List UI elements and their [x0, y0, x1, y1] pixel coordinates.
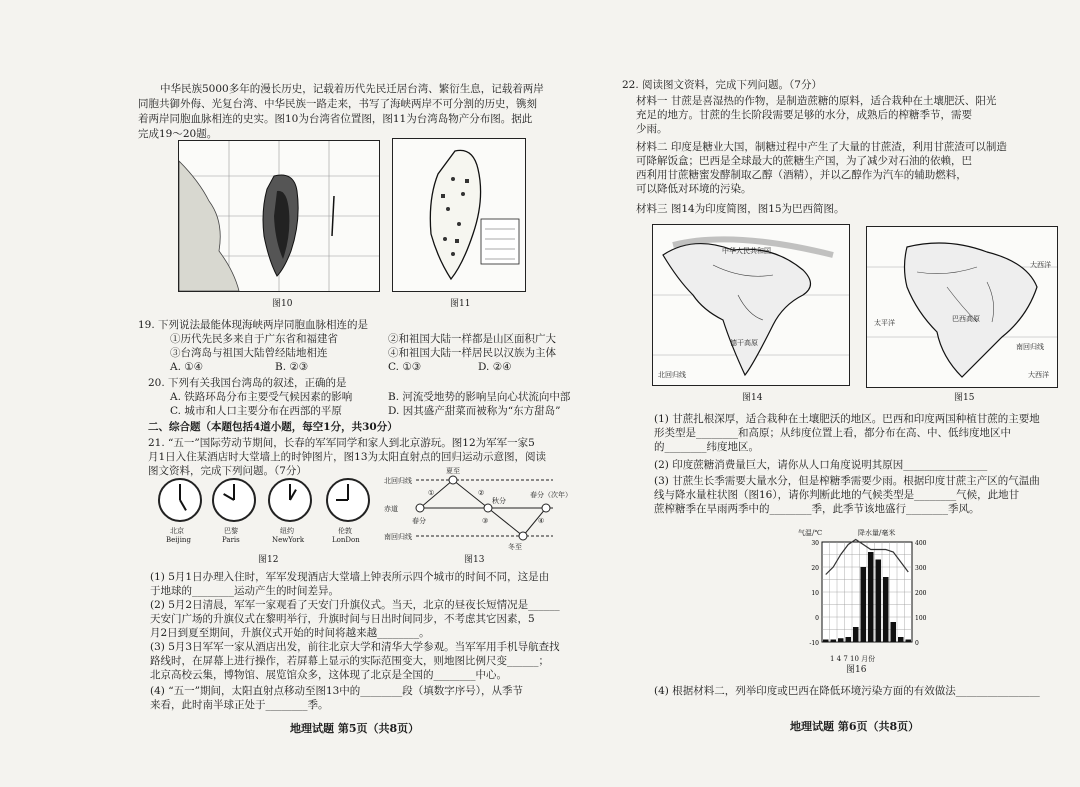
india-label-china: 中华人民共和国 [722, 247, 771, 255]
q21-answer-10: 来看，此时南半球正处于________季。 [150, 699, 329, 711]
q22-answer-3: 的________纬度地区。 [654, 441, 759, 453]
fig13-caption: 图13 [464, 555, 485, 565]
material2-line-1: 材料二 印度是糖业大国，制糖过程中产生了大量的甘蔗渣，利用甘蔗渣可以制造 [636, 141, 1007, 153]
q19-s1: ①历代先民多来自于广东省和福建省 [170, 333, 338, 345]
material1-line-3: 少雨。 [636, 123, 668, 135]
y-right-tick: 400 [915, 540, 927, 547]
precip-bar [876, 560, 882, 643]
taiwan-products-map-svg [393, 139, 525, 291]
section-heading: 二、综合题（本题包括4道小题，每空1分，共30分） [148, 421, 398, 433]
precip-bar [883, 577, 889, 642]
y-right-tick: 200 [915, 590, 927, 597]
right-footer: 地理试题 第6页（共8页） [790, 720, 920, 733]
fig12-caption: 图12 [258, 555, 279, 565]
clock-london [326, 478, 370, 522]
intro-line-3: 着两岸同胞血脉相连的史实。图10为台湾省位置图，图11为台湾岛物产分布图。据此 [138, 113, 533, 125]
chart-right-title: 降水量/毫米 [858, 529, 896, 537]
q20-option-a: A. 铁路环岛分布主要受气候因素的影响 [170, 391, 353, 403]
q21-answer-3: (2) 5月2日清晨，军军一家观看了天安门升旗仪式。当天，北京的昼夜长短情况是______ [150, 599, 560, 611]
q21-answer-9: (4) “五一”期间，太阳直射点移动至图13中的________段（填数字序号），从季节 [150, 685, 524, 697]
y-left-tick: 20 [811, 565, 819, 572]
material1-line-1: 材料一 甘蔗是喜湿热的作物，是制造蔗糖的原料，适合栽种在土壤肥沃、阳光 [636, 95, 997, 107]
q19-option-c: C. ①③ [388, 361, 422, 373]
precip-bar [838, 638, 844, 642]
india-label-tropic: 北回归线 [658, 371, 686, 379]
q21-line-2: 月1日入住某酒店时大堂墙上的时钟图片，图13为太阳直射点的回归运动示意图，阅读 [148, 451, 547, 463]
diagram-next-spring: 春分（次年） [530, 491, 572, 499]
clock-paris [212, 478, 256, 522]
clock-beijing [158, 478, 202, 522]
y-right-tick: 300 [915, 565, 927, 572]
q19-s4: ④和祖国大陆一样居民以汉族为主体 [388, 347, 556, 359]
diagram-n4: ④ [538, 517, 545, 525]
clock-label-newyork: 纽约 [280, 527, 294, 535]
q22-answer-1: (1) 甘蔗扎根深厚，适合栽种在土壤肥沃的地区。巴西和印度两国种植甘蔗的主要地 [654, 413, 1040, 425]
material2-line-4: 可以降低对环境的污染。 [636, 183, 752, 195]
q22-stem: 22. 阅读图文资料，完成下列问题。（7分） [622, 79, 822, 91]
clock-label-beijing-en: Beijing [166, 536, 191, 544]
clock-label-paris-en: Paris [222, 536, 240, 544]
precip-bar [846, 637, 852, 642]
q20-option-d: D. 因其盛产甜菜而被称为“东方甜岛” [388, 405, 561, 417]
q19-option-d: D. ②④ [478, 361, 512, 373]
left-footer: 地理试题 第5页（共8页） [290, 722, 420, 735]
right-page [540, 0, 1080, 787]
taiwan-location-map [178, 140, 380, 292]
q21-line-1: 21. “五一”国际劳动节期间，长春的军军同学和家人到北京游玩。图12为军军一家5 [148, 437, 535, 449]
brazil-label-pacific: 太平洋 [874, 319, 895, 327]
material2-line-3: 西利用甘蔗糖蜜发酵制取乙醇（酒精），并以乙醇作为汽车的辅助燃料， [636, 169, 967, 181]
q21-line-3: 图文资料，完成下列问题。（7分） [148, 465, 307, 477]
y-left-tick: 0 [815, 615, 819, 622]
q20-option-b: B. 河流受地势的影响呈向心状流向中部 [388, 391, 571, 403]
intro-line-4: 完成19～20题。 [138, 128, 218, 140]
brazil-map [866, 226, 1058, 388]
diagram-summer: 夏至 [446, 467, 460, 475]
precip-bar [831, 640, 837, 643]
fig11-caption: 图11 [450, 299, 471, 309]
material3-line: 材料三 图14为印度简图，图15为巴西简图。 [636, 203, 845, 215]
q21-answer-5: 月2日到夏至期间，升旗仪式开始的时间将越来越________。 [150, 627, 430, 639]
clock-label-london: 伦敦 [338, 527, 352, 535]
diagram-spring: 春分 [412, 517, 426, 525]
taiwan-location-map-svg [179, 141, 379, 291]
precip-bar [868, 552, 874, 642]
precip-bar [906, 640, 912, 643]
intro-line-2: 同胞共御外侮、光复台湾、中华民族一路走来，书写了海峡两岸不可分割的历史，镌刻 [138, 98, 537, 110]
material1-line-2: 充足的地方。甘蔗的生长阶段需要足够的水分，成熟后的榨糖季节，需要 [636, 109, 972, 121]
fig15-caption: 图15 [954, 393, 975, 403]
q21-answer-4: 天安门广场的升旗仪式在黎明举行，升旗时间与日出时间同步，不考虑其它因素，5 [150, 613, 535, 625]
clock-label-london-en: LonDon [332, 536, 360, 544]
q19-s3: ③台湾岛与祖国大陆曾经陆地相连 [170, 347, 328, 359]
q19-option-b: B. ②③ [275, 361, 309, 373]
precip-bar [861, 567, 867, 642]
q22-answer-6: 线与降水量柱状图（图16），请你判断此地的气候类型是________气候，此地甘 [654, 489, 1020, 501]
y-right-tick: 0 [915, 640, 919, 647]
precip-bar [891, 622, 897, 642]
q22-answer-7: 蔗榨糖季在旱雨两季中的________季，此季节该地盛行________季风。 [654, 503, 980, 515]
chart-left-title: 气温/℃ [798, 529, 823, 537]
india-label-deccan: 德干高原 [730, 339, 758, 347]
q19-option-a: A. ①④ [170, 361, 204, 373]
diagram-n2: ② [478, 489, 485, 497]
fig14-caption: 图14 [742, 393, 763, 403]
diagram-winter: 冬至 [508, 543, 522, 551]
brazil-label-east: 大西洋 [1028, 371, 1049, 379]
brazil-label-tropic: 南回归线 [1016, 343, 1044, 351]
taiwan-products-map [392, 138, 526, 292]
q21-answer-7: 路线时，在屏幕上进行操作，若屏幕上显示的实际范围变大，则地图比例尺变______； [150, 655, 549, 667]
precip-bar [853, 627, 859, 642]
clock-label-beijing: 北京 [170, 527, 184, 535]
q22-answer-4: (2) 印度蔗糖消费量巨大，请你从人口角度说明其原因________________ [654, 459, 988, 471]
diagram-autumn: 秋分 [492, 497, 506, 505]
q22-answer-8: (4) 根据材料二，列举印度或巴西在降低环境污染方面的有效做法________________ [654, 685, 1040, 697]
q21-answer-2: 于地球的________运动产生的时间差异。 [150, 585, 339, 597]
diagram-n1: ① [428, 489, 435, 497]
diagram-north-tropic: 北回归线 [384, 477, 412, 485]
clock-label-paris: 巴黎 [224, 527, 238, 535]
diagram-n3: ③ [482, 517, 489, 525]
brazil-label-highland: 巴西高原 [952, 315, 980, 323]
q21-answer-1: (1) 5月1日办理入住时，军军发现酒店大堂墙上钟表所示四个城市的时间不同，这是由 [150, 571, 550, 583]
y-left-tick: 30 [811, 540, 819, 547]
clock-label-newyork-en: NewYork [272, 536, 305, 544]
fig10-caption: 图10 [272, 299, 293, 309]
diagram-equator: 赤道 [384, 505, 398, 513]
y-left-tick: 10 [811, 590, 819, 597]
intro-line-1: 中华民族5000多年的漫长历史，记载着历代先民迁居台湾、繁衍生息，记载着两岸 [160, 83, 544, 95]
q19-stem: 19. 下列说法最能体现海峡两岸同胞血脉相连的是 [138, 319, 369, 331]
q21-answer-6: (3) 5月3日军军一家从酒店出发，前往北京大学和清华大学参观。当军军用手机导航查找 [150, 641, 560, 653]
precip-bar [898, 637, 904, 642]
q22-answer-5: (3) 甘蔗生长季需要大量水分，但是榨糖季需要少雨。根据印度甘蔗主产区的气温曲 [654, 475, 1040, 487]
q19-s2: ②和祖国大陆一样都是山区面积广大 [388, 333, 556, 345]
q21-answer-8: 北京高校云集，博物馆、展览馆众多，这体现了北京是全国的________中心。 [150, 669, 507, 681]
q20-stem: 20. 下列有关我国台湾岛的叙述，正确的是 [148, 377, 347, 389]
q22-answer-2: 形类型是________和高原；从纬度位置上看，都分布在高、中、低纬度地区中 [654, 427, 1011, 439]
material2-line-2: 可降解饭盒；巴西是全球最大的蔗糖生产国，为了减少对石油的依赖，巴 [636, 155, 972, 167]
clock-newyork [268, 478, 312, 522]
diagram-south-tropic: 南回归线 [384, 533, 412, 541]
brazil-label-atlantic: 大西洋 [1030, 261, 1051, 269]
y-right-tick: 100 [915, 615, 927, 622]
fig16-caption: 图16 [846, 665, 867, 675]
climate-chart [802, 538, 932, 654]
brazil-map-svg [867, 227, 1057, 387]
y-left-tick: -10 [809, 640, 819, 647]
precip-bar [823, 640, 829, 643]
q20-option-c: C. 城市和人口主要分布在西部的平原 [170, 405, 342, 417]
chart-x-label: 1 4 7 10 月份 [830, 655, 876, 663]
